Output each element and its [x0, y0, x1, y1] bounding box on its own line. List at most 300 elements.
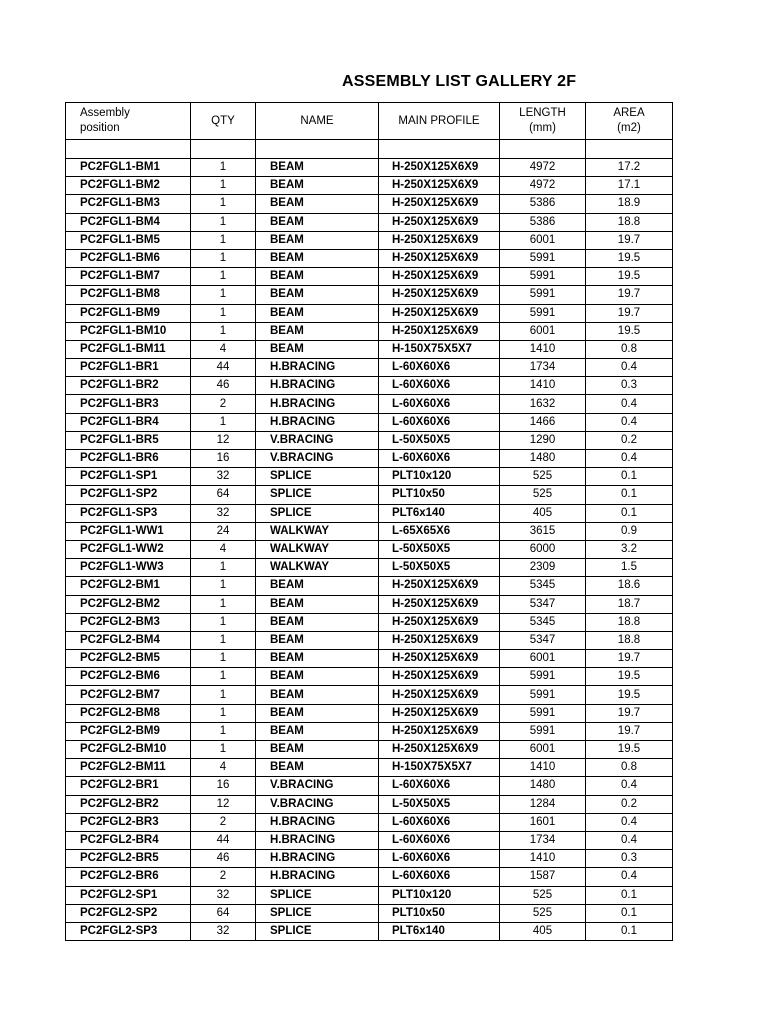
table-row [66, 377, 673, 395]
cell-length: 6001 [500, 322, 586, 340]
cell-name: BEAM [256, 704, 379, 722]
table-row [66, 522, 673, 540]
cell-qty: 12 [191, 431, 256, 449]
cell-name: H.BRACING [256, 813, 379, 831]
cell-assembly-position: PC2FGL2-BR5 [66, 850, 191, 868]
table-row [66, 613, 673, 631]
cell-area: 0.3 [586, 377, 673, 395]
table-row [66, 468, 673, 486]
cell-qty: 1 [191, 741, 256, 759]
cell-main-profile: H-150X75X5X7 [379, 759, 500, 777]
cell-assembly-position: PC2FGL1-SP3 [66, 504, 191, 522]
cell-assembly-position: PC2FGL1-BR3 [66, 395, 191, 413]
cell-main-profile: PLT6x140 [379, 922, 500, 940]
cell-assembly-position: PC2FGL2-BR4 [66, 831, 191, 849]
table-row [66, 631, 673, 649]
cell-name: H.BRACING [256, 413, 379, 431]
empty-cell [379, 140, 500, 159]
table-row [66, 686, 673, 704]
cell-assembly-position: PC2FGL1-BR1 [66, 359, 191, 377]
cell-length: 5991 [500, 268, 586, 286]
cell-assembly-position: PC2FGL2-SP1 [66, 886, 191, 904]
cell-qty: 2 [191, 395, 256, 413]
cell-area: 19.7 [586, 286, 673, 304]
cell-qty: 46 [191, 377, 256, 395]
cell-name: SPLICE [256, 504, 379, 522]
cell-length: 1480 [500, 450, 586, 468]
table-row [66, 795, 673, 813]
table-row [66, 304, 673, 322]
cell-name: BEAM [256, 268, 379, 286]
cell-name: H.BRACING [256, 831, 379, 849]
cell-main-profile: H-250X125X6X9 [379, 722, 500, 740]
cell-main-profile: L-60X60X6 [379, 359, 500, 377]
cell-area: 0.4 [586, 831, 673, 849]
table-row [66, 195, 673, 213]
cell-main-profile: L-60X60X6 [379, 831, 500, 849]
cell-length: 1410 [500, 759, 586, 777]
cell-qty: 1 [191, 650, 256, 668]
cell-qty: 1 [191, 213, 256, 231]
cell-qty: 1 [191, 595, 256, 613]
cell-length: 1734 [500, 359, 586, 377]
cell-main-profile: L-50X50X5 [379, 559, 500, 577]
cell-qty: 1 [191, 704, 256, 722]
cell-name: H.BRACING [256, 868, 379, 886]
cell-area: 19.5 [586, 668, 673, 686]
cell-length: 5386 [500, 195, 586, 213]
cell-length: 1284 [500, 795, 586, 813]
cell-area: 0.4 [586, 813, 673, 831]
header-main-profile: MAIN PROFILE [379, 103, 500, 140]
cell-qty: 24 [191, 522, 256, 540]
cell-length: 525 [500, 468, 586, 486]
header-length [500, 103, 586, 140]
table-row [66, 868, 673, 886]
table-row [66, 777, 673, 795]
cell-name: BEAM [256, 177, 379, 195]
cell-area: 0.4 [586, 413, 673, 431]
header-assembly-position [66, 103, 191, 140]
cell-assembly-position: PC2FGL2-BM10 [66, 741, 191, 759]
cell-main-profile: H-250X125X6X9 [379, 231, 500, 249]
cell-length: 4972 [500, 159, 586, 177]
cell-area: 18.8 [586, 613, 673, 631]
table-row [66, 431, 673, 449]
cell-area: 0.2 [586, 795, 673, 813]
cell-qty: 1 [191, 231, 256, 249]
cell-name: H.BRACING [256, 395, 379, 413]
table-row [66, 559, 673, 577]
cell-assembly-position: PC2FGL2-SP2 [66, 904, 191, 922]
cell-area: 0.9 [586, 522, 673, 540]
cell-assembly-position: PC2FGL2-BR1 [66, 777, 191, 795]
cell-qty: 1 [191, 177, 256, 195]
cell-qty: 16 [191, 777, 256, 795]
cell-assembly-position: PC2FGL2-BM2 [66, 595, 191, 613]
cell-assembly-position: PC2FGL2-BR6 [66, 868, 191, 886]
cell-qty: 46 [191, 850, 256, 868]
table-row [66, 340, 673, 358]
table-row [66, 850, 673, 868]
cell-assembly-position: PC2FGL1-BR2 [66, 377, 191, 395]
cell-area: 19.5 [586, 249, 673, 267]
cell-name: BEAM [256, 741, 379, 759]
table-row [66, 904, 673, 922]
cell-length: 5991 [500, 686, 586, 704]
cell-length: 405 [500, 504, 586, 522]
cell-main-profile: H-250X125X6X9 [379, 650, 500, 668]
cell-area: 17.2 [586, 159, 673, 177]
cell-assembly-position: PC2FGL2-SP3 [66, 922, 191, 940]
header-position-line2: position [80, 122, 120, 134]
cell-name: BEAM [256, 340, 379, 358]
cell-assembly-position: PC2FGL1-SP2 [66, 486, 191, 504]
cell-name: BEAM [256, 759, 379, 777]
cell-main-profile: L-60X60X6 [379, 813, 500, 831]
cell-name: BEAM [256, 668, 379, 686]
cell-length: 5991 [500, 668, 586, 686]
cell-area: 0.1 [586, 886, 673, 904]
cell-assembly-position: PC2FGL1-BM2 [66, 177, 191, 195]
cell-area: 19.5 [586, 686, 673, 704]
cell-area: 0.4 [586, 359, 673, 377]
cell-area: 0.4 [586, 868, 673, 886]
cell-name: H.BRACING [256, 377, 379, 395]
cell-main-profile: PLT10x120 [379, 468, 500, 486]
cell-main-profile: PLT10x50 [379, 486, 500, 504]
cell-length: 5345 [500, 613, 586, 631]
cell-name: H.BRACING [256, 850, 379, 868]
cell-length: 5347 [500, 595, 586, 613]
header-length-line1: LENGTH [519, 107, 566, 119]
cell-main-profile: L-60X60X6 [379, 395, 500, 413]
cell-assembly-position: PC2FGL1-BM8 [66, 286, 191, 304]
cell-name: BEAM [256, 159, 379, 177]
table-row [66, 159, 673, 177]
cell-main-profile: L-65X65X6 [379, 522, 500, 540]
page-title: ASSEMBLY LIST GALLERY 2F [342, 73, 577, 90]
cell-area: 18.6 [586, 577, 673, 595]
cell-length: 5991 [500, 249, 586, 267]
cell-name: WALKWAY [256, 559, 379, 577]
cell-assembly-position: PC2FGL1-BM4 [66, 213, 191, 231]
cell-name: BEAM [256, 231, 379, 249]
cell-qty: 44 [191, 359, 256, 377]
cell-area: 0.1 [586, 504, 673, 522]
cell-main-profile: L-60X60X6 [379, 850, 500, 868]
cell-qty: 1 [191, 613, 256, 631]
cell-qty: 1 [191, 559, 256, 577]
cell-length: 5991 [500, 304, 586, 322]
cell-assembly-position: PC2FGL2-BM11 [66, 759, 191, 777]
table-row [66, 595, 673, 613]
cell-assembly-position: PC2FGL1-BM11 [66, 340, 191, 358]
cell-qty: 44 [191, 831, 256, 849]
cell-name: BEAM [256, 322, 379, 340]
cell-assembly-position: PC2FGL2-BM5 [66, 650, 191, 668]
cell-area: 19.7 [586, 304, 673, 322]
cell-length: 5345 [500, 577, 586, 595]
cell-area: 3.2 [586, 540, 673, 558]
cell-length: 1466 [500, 413, 586, 431]
cell-length: 4972 [500, 177, 586, 195]
cell-qty: 1 [191, 686, 256, 704]
cell-assembly-position: PC2FGL1-BM1 [66, 159, 191, 177]
cell-area: 19.5 [586, 268, 673, 286]
cell-main-profile: H-250X125X6X9 [379, 577, 500, 595]
cell-main-profile: H-250X125X6X9 [379, 159, 500, 177]
cell-assembly-position: PC2FGL2-BM3 [66, 613, 191, 631]
cell-qty: 1 [191, 195, 256, 213]
cell-assembly-position: PC2FGL2-BM9 [66, 722, 191, 740]
cell-main-profile: L-60X60X6 [379, 377, 500, 395]
cell-assembly-position: PC2FGL2-BM8 [66, 704, 191, 722]
cell-name: BEAM [256, 286, 379, 304]
cell-assembly-position: PC2FGL2-BM4 [66, 631, 191, 649]
table-row [66, 322, 673, 340]
cell-name: BEAM [256, 249, 379, 267]
cell-area: 0.3 [586, 850, 673, 868]
cell-name: BEAM [256, 195, 379, 213]
empty-cell [256, 140, 379, 159]
cell-name: BEAM [256, 213, 379, 231]
cell-name: BEAM [256, 613, 379, 631]
table-row [66, 759, 673, 777]
table-row [66, 577, 673, 595]
cell-main-profile: H-250X125X6X9 [379, 213, 500, 231]
cell-name: SPLICE [256, 486, 379, 504]
table-row [66, 486, 673, 504]
cell-qty: 1 [191, 159, 256, 177]
cell-assembly-position: PC2FGL1-WW2 [66, 540, 191, 558]
cell-qty: 1 [191, 631, 256, 649]
cell-length: 5991 [500, 286, 586, 304]
cell-qty: 2 [191, 868, 256, 886]
cell-name: WALKWAY [256, 522, 379, 540]
table-row [66, 177, 673, 195]
cell-main-profile: L-50X50X5 [379, 431, 500, 449]
cell-area: 0.2 [586, 431, 673, 449]
cell-length: 5386 [500, 213, 586, 231]
cell-main-profile: H-250X125X6X9 [379, 286, 500, 304]
cell-qty: 32 [191, 468, 256, 486]
cell-main-profile: H-250X125X6X9 [379, 613, 500, 631]
cell-assembly-position: PC2FGL2-BM6 [66, 668, 191, 686]
cell-qty: 1 [191, 413, 256, 431]
cell-assembly-position: PC2FGL1-BR5 [66, 431, 191, 449]
cell-length: 6001 [500, 650, 586, 668]
cell-name: BEAM [256, 631, 379, 649]
cell-length: 1410 [500, 340, 586, 358]
cell-name: V.BRACING [256, 795, 379, 813]
cell-name: BEAM [256, 686, 379, 704]
cell-qty: 4 [191, 340, 256, 358]
cell-qty: 1 [191, 286, 256, 304]
cell-main-profile: H-250X125X6X9 [379, 631, 500, 649]
cell-area: 0.1 [586, 922, 673, 940]
cell-main-profile: L-50X50X5 [379, 540, 500, 558]
cell-name: BEAM [256, 595, 379, 613]
cell-qty: 2 [191, 813, 256, 831]
assembly-table [65, 102, 673, 941]
cell-area: 0.4 [586, 395, 673, 413]
table-row [66, 650, 673, 668]
cell-name: BEAM [256, 304, 379, 322]
cell-area: 0.1 [586, 468, 673, 486]
cell-qty: 4 [191, 540, 256, 558]
cell-assembly-position: PC2FGL1-BM6 [66, 249, 191, 267]
cell-length: 525 [500, 904, 586, 922]
cell-name: H.BRACING [256, 359, 379, 377]
table-row [66, 359, 673, 377]
cell-area: 17.1 [586, 177, 673, 195]
table-row [66, 668, 673, 686]
cell-length: 525 [500, 886, 586, 904]
cell-area: 18.7 [586, 595, 673, 613]
cell-main-profile: H-250X125X6X9 [379, 322, 500, 340]
cell-name: BEAM [256, 577, 379, 595]
cell-qty: 1 [191, 268, 256, 286]
empty-cell [66, 140, 191, 159]
cell-assembly-position: PC2FGL1-BM7 [66, 268, 191, 286]
cell-length: 1290 [500, 431, 586, 449]
table-row [66, 813, 673, 831]
cell-length: 1587 [500, 868, 586, 886]
cell-name: V.BRACING [256, 450, 379, 468]
cell-area: 19.7 [586, 650, 673, 668]
cell-main-profile: H-250X125X6X9 [379, 195, 500, 213]
cell-main-profile: PLT6x140 [379, 504, 500, 522]
table-row [66, 741, 673, 759]
table-row [66, 213, 673, 231]
cell-name: BEAM [256, 722, 379, 740]
cell-area: 0.1 [586, 904, 673, 922]
cell-length: 405 [500, 922, 586, 940]
table-row [66, 886, 673, 904]
cell-length: 2309 [500, 559, 586, 577]
cell-main-profile: L-60X60X6 [379, 777, 500, 795]
cell-name: SPLICE [256, 922, 379, 940]
cell-length: 1480 [500, 777, 586, 795]
cell-main-profile: H-250X125X6X9 [379, 686, 500, 704]
table-body [66, 140, 673, 941]
table-row [66, 540, 673, 558]
cell-area: 19.7 [586, 722, 673, 740]
cell-qty: 64 [191, 904, 256, 922]
cell-qty: 32 [191, 922, 256, 940]
table-row [66, 395, 673, 413]
cell-qty: 16 [191, 450, 256, 468]
cell-qty: 1 [191, 304, 256, 322]
cell-qty: 1 [191, 577, 256, 595]
header-position-line1: Assembly [80, 107, 130, 119]
empty-cell [500, 140, 586, 159]
empty-row [66, 140, 673, 159]
table-row [66, 268, 673, 286]
cell-area: 19.5 [586, 322, 673, 340]
table-row [66, 504, 673, 522]
cell-length: 3615 [500, 522, 586, 540]
header-area-line2: (m2) [617, 122, 641, 134]
table-row [66, 450, 673, 468]
cell-qty: 32 [191, 886, 256, 904]
cell-assembly-position: PC2FGL1-WW3 [66, 559, 191, 577]
cell-length: 5991 [500, 722, 586, 740]
cell-main-profile: H-250X125X6X9 [379, 304, 500, 322]
table-row [66, 722, 673, 740]
cell-length: 1632 [500, 395, 586, 413]
cell-main-profile: PLT10x50 [379, 904, 500, 922]
cell-main-profile: H-250X125X6X9 [379, 249, 500, 267]
cell-area: 19.7 [586, 231, 673, 249]
cell-assembly-position: PC2FGL2-BM1 [66, 577, 191, 595]
cell-qty: 1 [191, 668, 256, 686]
cell-area: 1.5 [586, 559, 673, 577]
cell-area: 0.8 [586, 759, 673, 777]
cell-name: WALKWAY [256, 540, 379, 558]
cell-length: 6001 [500, 231, 586, 249]
cell-area: 19.5 [586, 741, 673, 759]
cell-area: 0.4 [586, 450, 673, 468]
cell-assembly-position: PC2FGL1-BM3 [66, 195, 191, 213]
cell-length: 6001 [500, 741, 586, 759]
cell-name: V.BRACING [256, 777, 379, 795]
table-row [66, 413, 673, 431]
cell-assembly-position: PC2FGL2-BM7 [66, 686, 191, 704]
cell-qty: 32 [191, 504, 256, 522]
cell-length: 525 [500, 486, 586, 504]
cell-main-profile: L-50X50X5 [379, 795, 500, 813]
cell-area: 0.4 [586, 777, 673, 795]
table-row [66, 286, 673, 304]
cell-area: 18.8 [586, 213, 673, 231]
cell-assembly-position: PC2FGL2-BR3 [66, 813, 191, 831]
cell-main-profile: H-250X125X6X9 [379, 268, 500, 286]
cell-name: V.BRACING [256, 431, 379, 449]
cell-main-profile: H-250X125X6X9 [379, 741, 500, 759]
cell-area: 0.8 [586, 340, 673, 358]
cell-main-profile: L-60X60X6 [379, 868, 500, 886]
empty-cell [191, 140, 256, 159]
table-row [66, 922, 673, 940]
header-row [66, 103, 673, 140]
header-area [586, 103, 673, 140]
header-qty: QTY [191, 103, 256, 140]
cell-length: 5991 [500, 704, 586, 722]
cell-assembly-position: PC2FGL1-BR4 [66, 413, 191, 431]
cell-length: 1601 [500, 813, 586, 831]
cell-main-profile: L-60X60X6 [379, 413, 500, 431]
cell-assembly-position: PC2FGL1-BM5 [66, 231, 191, 249]
cell-area: 18.9 [586, 195, 673, 213]
cell-assembly-position: PC2FGL1-BM9 [66, 304, 191, 322]
table-row [66, 249, 673, 267]
cell-name: BEAM [256, 650, 379, 668]
cell-assembly-position: PC2FGL1-WW1 [66, 522, 191, 540]
cell-main-profile: H-250X125X6X9 [379, 668, 500, 686]
cell-qty: 1 [191, 722, 256, 740]
cell-assembly-position: PC2FGL1-BR6 [66, 450, 191, 468]
cell-length: 1734 [500, 831, 586, 849]
cell-length: 1410 [500, 377, 586, 395]
cell-qty: 64 [191, 486, 256, 504]
cell-main-profile: H-250X125X6X9 [379, 595, 500, 613]
table-row [66, 231, 673, 249]
cell-length: 6000 [500, 540, 586, 558]
table-row [66, 704, 673, 722]
header-area-line1: AREA [613, 107, 645, 119]
